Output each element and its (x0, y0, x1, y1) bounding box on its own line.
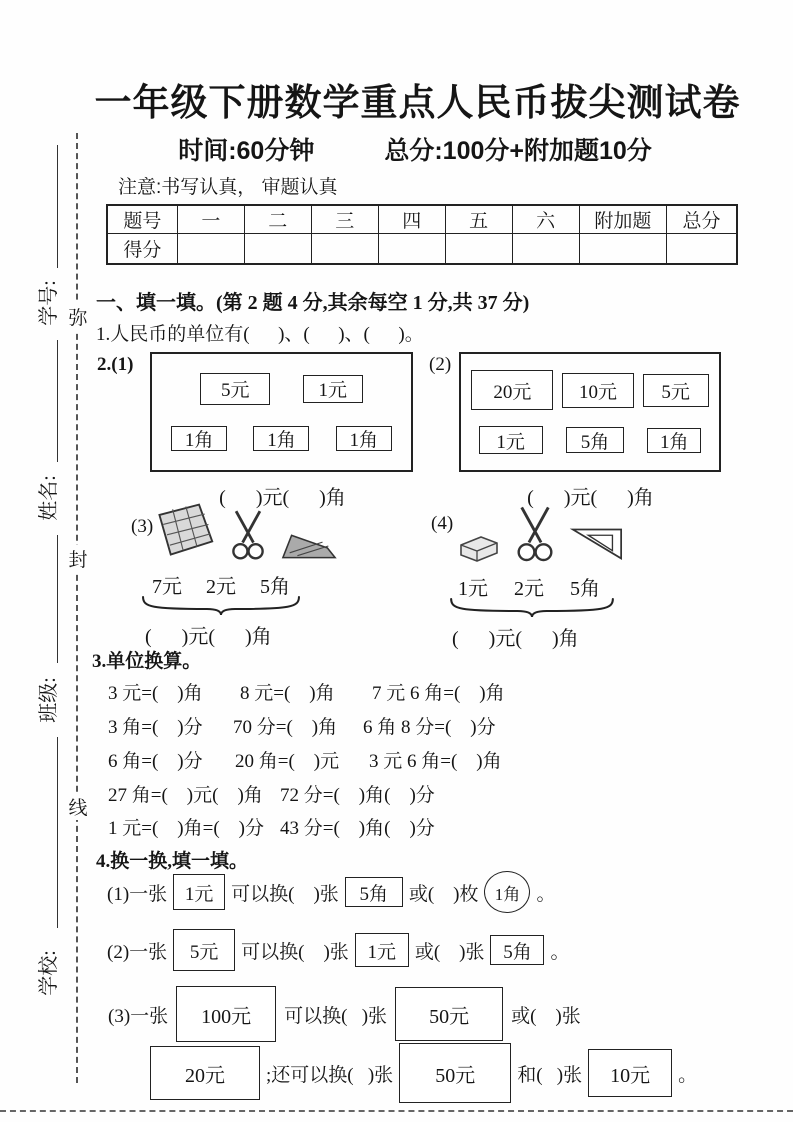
banknote-box: 1元 (173, 874, 225, 910)
banknote-box: 5角 (566, 427, 624, 453)
banknote-box: 20元 (150, 1046, 260, 1100)
question-2-2-label: (2) (429, 354, 452, 375)
money-group-1 (150, 352, 413, 472)
answer-blank-2-4: ( )元( )角 (452, 628, 579, 650)
seal-char-2: 封 (66, 545, 90, 572)
question-3-heading: 3.单位换算。 (92, 651, 202, 672)
conversion-item: 3 角=( )分 (108, 717, 203, 738)
scissors-icon (228, 509, 268, 566)
exchange-text: 可以换( )张 (284, 1005, 388, 1027)
answer-blank-2-1: ( )元( )角 (219, 487, 346, 509)
conversion-item: 70 分=( )角 (233, 717, 338, 738)
question-2-4-label: (4) (431, 513, 454, 534)
score-cell-empty (311, 234, 378, 265)
conversion-item: 6 角 8 分=( )分 (363, 717, 496, 738)
score-header-cell: 附加题 (579, 205, 666, 234)
seal-dotted-line (76, 133, 78, 1083)
score-cell-empty (177, 234, 244, 265)
banknote-box: 1角 (253, 426, 309, 451)
banknote-box: 1角 (647, 428, 701, 453)
sharpener-icon (280, 531, 338, 566)
score-header-cell: 六 (512, 205, 579, 234)
answer-blank-2-2: ( )元( )角 (527, 487, 654, 509)
exchange-text: 。 (536, 883, 556, 905)
exchange-text: 或( )枚 (408, 883, 479, 905)
conversion-item: 72 分=( )角( )分 (280, 785, 435, 806)
conversion-item: 27 角=( )元( )角 (108, 785, 263, 806)
items-row-3 (150, 502, 340, 566)
banknote-box: 20元 (471, 370, 553, 410)
conversion-item: 3 元=( )角 (108, 683, 203, 704)
brace-under-4 (448, 596, 616, 625)
score-cell-empty (378, 234, 445, 265)
exchange-text: ;还可以换( )张 (266, 1064, 394, 1086)
score-header-cell: 二 (244, 205, 311, 234)
score-header-cell: 总分 (667, 205, 737, 234)
conversion-item: 8 元=( )角 (240, 683, 335, 704)
banknote-box: 1元 (479, 426, 543, 454)
banknote-box: 10元 (588, 1049, 672, 1097)
banknote-box: 5角 (345, 877, 403, 907)
exchange-line-2 (107, 928, 569, 972)
score-row-label: 得分 (107, 234, 177, 265)
score-cell-empty (512, 234, 579, 265)
score-table-header-row (107, 205, 737, 234)
blank-line-school (57, 737, 58, 928)
brace-under-3 (140, 594, 302, 623)
conversion-item: 7 元 6 角=( )角 (372, 683, 505, 704)
exchange-text: (1)一张 (107, 883, 168, 905)
exam-notice: 注意:书写认真， 审题认真 (118, 177, 338, 198)
banknote-box: 1角 (171, 426, 227, 451)
page-title: 一年级下册数学重点人民币拔尖测试卷 (94, 82, 741, 123)
student-id-label: 学号: (37, 280, 60, 326)
banknote-box: 5元 (643, 374, 709, 407)
blank-line-name (57, 340, 58, 462)
score-header-cell: 三 (311, 205, 378, 234)
question-2-1-label: 2.(1) (97, 354, 134, 375)
blank-line-student-id (57, 145, 58, 268)
exchange-text: 和( )张 (517, 1064, 583, 1086)
score-table-score-row (107, 234, 737, 265)
answer-blank-2-3: ( )元( )角 (145, 626, 272, 648)
score-header-cell: 一 (177, 205, 244, 234)
exchange-text: 可以换( )张 (231, 883, 339, 905)
eraser-icon (455, 533, 501, 568)
banknote-box: 1角 (336, 426, 392, 451)
conversion-item: 20 角=( )元 (235, 751, 340, 772)
exchange-line-1 (107, 872, 555, 912)
conversion-item: 1 元=( )角=( )分 (108, 818, 264, 839)
notebook-icon (150, 501, 216, 566)
price-label: 5角 (260, 576, 290, 598)
score-cell-empty (445, 234, 512, 265)
exchange-text: (2)一张 (107, 941, 168, 963)
money-group-2 (459, 352, 721, 472)
banknote-box: 1元 (303, 375, 363, 403)
seal-char-1: 弥 (66, 303, 90, 330)
banknote-box: 50元 (399, 1043, 511, 1103)
conversion-item: 3 元 6 角=( )角 (369, 751, 502, 772)
exam-meta (95, 131, 735, 167)
exchange-text: 。 (678, 1064, 698, 1086)
section-one-heading: 一、填一填。(第 2 题 4 分,其余每空 1 分,共 37 分) (96, 292, 530, 314)
price-label: 5角 (570, 578, 600, 600)
price-label: 2元 (206, 576, 236, 598)
banknote-box: 10元 (562, 373, 634, 408)
banknote-box: 5元 (173, 929, 235, 971)
score-header-cell: 四 (378, 205, 445, 234)
banknote-box: 1元 (355, 933, 409, 967)
items-row-4 (455, 502, 635, 568)
banknote-box: 100元 (176, 986, 276, 1042)
score-table (106, 204, 738, 265)
set-square-icon (569, 521, 625, 568)
score-cell-empty (579, 234, 666, 265)
conversion-item: 43 分=( )角( )分 (280, 818, 435, 839)
seal-char-3: 线 (66, 793, 90, 820)
exchange-text: 或( )张 (414, 941, 485, 963)
exchange-text: 可以换( )张 (241, 941, 349, 963)
price-label: 2元 (514, 578, 544, 600)
price-label: 7元 (152, 576, 182, 598)
bottom-dashed-line (0, 1110, 793, 1112)
exchange-text: (3)一张 (108, 1005, 169, 1027)
exam-total-score: 总分:100分+附加题10分 (384, 137, 652, 165)
banknote-box: 50元 (395, 987, 503, 1041)
score-header-cell: 五 (445, 205, 512, 234)
banknote-box: 5元 (200, 373, 270, 405)
blank-line-class (57, 535, 58, 663)
question-1: 1.人民币的单位有( )、( )、( )。 (96, 324, 424, 345)
exchange-text: 。 (550, 941, 570, 963)
school-label: 学校: (37, 950, 60, 996)
coin-circle: 1角 (484, 871, 530, 913)
exchange-text: 或( )张 (511, 1005, 581, 1027)
exam-time: 时间:60分钟 (178, 137, 315, 165)
conversion-item: 6 角=( )分 (108, 751, 203, 772)
score-cell-empty (244, 234, 311, 265)
question-4-heading: 4.换一换,填一填。 (96, 851, 249, 872)
score-cell-empty (667, 234, 737, 265)
score-header-cell: 题号 (107, 205, 177, 234)
exchange-line-4 (150, 1042, 697, 1104)
exchange-line-3 (108, 983, 581, 1045)
banknote-box: 5角 (490, 935, 544, 965)
price-label: 1元 (458, 578, 488, 600)
class-label: 班级: (37, 677, 60, 723)
question-2-3-label: (3) (131, 516, 154, 537)
name-label: 姓名: (37, 475, 60, 521)
scissors-icon (513, 505, 557, 568)
